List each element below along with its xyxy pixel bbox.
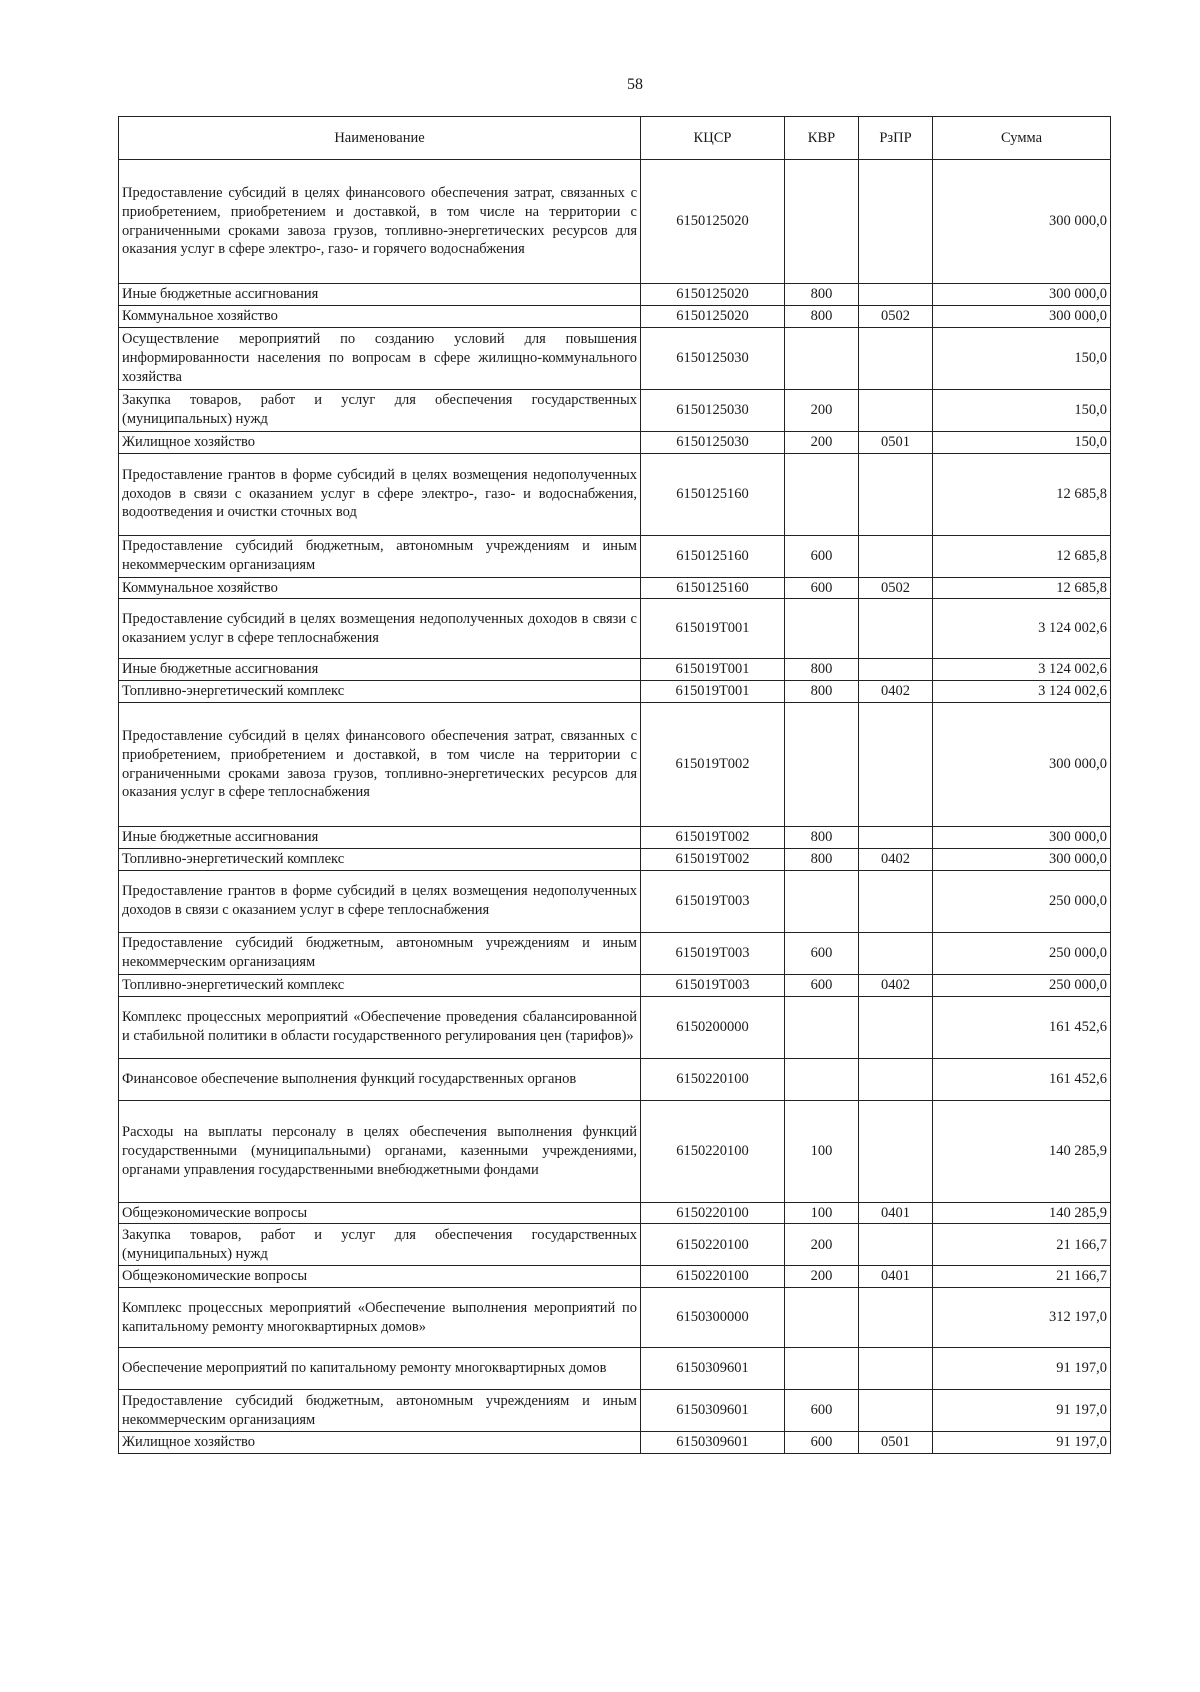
table-cell-kvr: 600 bbox=[785, 535, 859, 577]
table-cell-kcsr: 6150220100 bbox=[641, 1202, 785, 1224]
table-cell-name: Топливно-энергетический комплекс bbox=[119, 974, 641, 996]
table-cell-sum: 300 000,0 bbox=[933, 305, 1111, 327]
table-cell-name: Иные бюджетные ассигнования bbox=[119, 284, 641, 306]
table-row bbox=[119, 1224, 1111, 1266]
table-cell-rzpr bbox=[859, 535, 933, 577]
table-row bbox=[119, 431, 1111, 453]
table-cell-sum: 91 197,0 bbox=[933, 1432, 1111, 1454]
table-cell-sum: 300 000,0 bbox=[933, 284, 1111, 306]
table-cell-name: Закупка товаров, работ и услуг для обеспечения государственных (муниципальных) нужд bbox=[119, 389, 641, 431]
table-cell-name: Предоставление субсидий в целях финансового обеспечения затрат, связанных с приобретением, приобретением и доставкой, в том числе на территории с ограниченными сроками завоза грузов, топливно-энергетических ресурсов для оказания услуг в сфере теплоснабжения bbox=[119, 703, 641, 827]
table-cell-kcsr: 6150125160 bbox=[641, 535, 785, 577]
table-row bbox=[119, 327, 1111, 389]
table-cell-sum: 12 685,8 bbox=[933, 535, 1111, 577]
table-cell-kvr bbox=[785, 996, 859, 1058]
table-cell-rzpr bbox=[859, 1348, 933, 1390]
table-cell-rzpr: 0502 bbox=[859, 305, 933, 327]
table-row bbox=[119, 659, 1111, 681]
table-cell-rzpr: 0501 bbox=[859, 1432, 933, 1454]
table-cell-name: Обеспечение мероприятий по капитальному ремонту многоквартирных домов bbox=[119, 1348, 641, 1390]
table-row bbox=[119, 305, 1111, 327]
table-cell-rzpr bbox=[859, 996, 933, 1058]
table-cell-rzpr bbox=[859, 703, 933, 827]
table-cell-rzpr: 0501 bbox=[859, 431, 933, 453]
table-cell-sum: 150,0 bbox=[933, 431, 1111, 453]
table-cell-kcsr: 615019Т002 bbox=[641, 848, 785, 870]
table-row bbox=[119, 932, 1111, 974]
column-header-rzpr: РзПР bbox=[859, 117, 933, 160]
table-cell-rzpr bbox=[859, 1390, 933, 1432]
table-row bbox=[119, 389, 1111, 431]
table-cell-kvr bbox=[785, 1288, 859, 1348]
table-cell-sum: 150,0 bbox=[933, 389, 1111, 431]
table-row bbox=[119, 453, 1111, 535]
table-cell-name: Предоставление субсидий бюджетным, автономным учреждениям и иным некоммерческим организациям bbox=[119, 1390, 641, 1432]
table-cell-rzpr bbox=[859, 932, 933, 974]
table-cell-rzpr bbox=[859, 1058, 933, 1100]
table-cell-kcsr: 6150125020 bbox=[641, 160, 785, 284]
table-row bbox=[119, 1288, 1111, 1348]
table-cell-name: Жилищное хозяйство bbox=[119, 1432, 641, 1454]
table-cell-rzpr bbox=[859, 1288, 933, 1348]
table-cell-name: Осуществление мероприятий по созданию условий для повышения информированности населения по вопросам в сфере жилищно-коммунального хозяйства bbox=[119, 327, 641, 389]
table-cell-kvr bbox=[785, 703, 859, 827]
table-cell-kcsr: 6150125160 bbox=[641, 453, 785, 535]
table-cell-sum: 150,0 bbox=[933, 327, 1111, 389]
table-cell-rzpr bbox=[859, 389, 933, 431]
table-cell-kvr: 800 bbox=[785, 305, 859, 327]
table-cell-name: Предоставление грантов в форме субсидий в целях возмещения недополученных доходов в связи с оказанием услуг в сфере электро-, газо- и водоснабжения, водоотведения и очистки сточных вод bbox=[119, 453, 641, 535]
table-cell-rzpr: 0401 bbox=[859, 1202, 933, 1224]
table-cell-kcsr: 6150309601 bbox=[641, 1432, 785, 1454]
table-cell-sum: 250 000,0 bbox=[933, 974, 1111, 996]
table-cell-kcsr: 615019Т002 bbox=[641, 827, 785, 849]
table-cell-rzpr: 0402 bbox=[859, 848, 933, 870]
table-cell-kvr: 600 bbox=[785, 1432, 859, 1454]
table-cell-sum: 21 166,7 bbox=[933, 1224, 1111, 1266]
table-row bbox=[119, 848, 1111, 870]
table-cell-name: Предоставление субсидий в целях финансового обеспечения затрат, связанных с приобретением, приобретением и доставкой, в том числе на территории с ограниченными сроками завоза грузов, топливно-энергетических ресурсов для оказания услуг в сфере электро-, газо- и горячего водоснабжения bbox=[119, 160, 641, 284]
table-cell-rzpr: 0502 bbox=[859, 577, 933, 599]
table-row bbox=[119, 703, 1111, 827]
table-cell-kvr: 100 bbox=[785, 1100, 859, 1202]
table-cell-name: Топливно-энергетический комплекс bbox=[119, 681, 641, 703]
table-cell-sum: 312 197,0 bbox=[933, 1288, 1111, 1348]
table-cell-rzpr bbox=[859, 659, 933, 681]
table-cell-kcsr: 6150125030 bbox=[641, 431, 785, 453]
table-cell-kcsr: 6150125020 bbox=[641, 284, 785, 306]
table-row bbox=[119, 1432, 1111, 1454]
table-row bbox=[119, 870, 1111, 932]
table-cell-name: Предоставление грантов в форме субсидий в целях возмещения недополученных доходов в связи с оказанием услуг в сфере теплоснабжения bbox=[119, 870, 641, 932]
table-cell-kvr bbox=[785, 599, 859, 659]
table-row bbox=[119, 160, 1111, 284]
table-cell-sum: 140 285,9 bbox=[933, 1100, 1111, 1202]
table-cell-kvr bbox=[785, 453, 859, 535]
table-cell-kcsr: 615019Т003 bbox=[641, 870, 785, 932]
table-row bbox=[119, 827, 1111, 849]
table-cell-sum: 300 000,0 bbox=[933, 848, 1111, 870]
table-cell-kvr bbox=[785, 327, 859, 389]
table-cell-sum: 250 000,0 bbox=[933, 932, 1111, 974]
table-row bbox=[119, 681, 1111, 703]
table-row bbox=[119, 1390, 1111, 1432]
table-cell-kcsr: 6150220100 bbox=[641, 1100, 785, 1202]
table-cell-rzpr bbox=[859, 1224, 933, 1266]
table-row bbox=[119, 1100, 1111, 1202]
table-row bbox=[119, 996, 1111, 1058]
table-row bbox=[119, 1058, 1111, 1100]
table-cell-kcsr: 615019Т001 bbox=[641, 659, 785, 681]
table-cell-kcsr: 615019Т002 bbox=[641, 703, 785, 827]
table-cell-name: Финансовое обеспечение выполнения функций государственных органов bbox=[119, 1058, 641, 1100]
table-cell-kvr: 800 bbox=[785, 827, 859, 849]
table-cell-kcsr: 6150125030 bbox=[641, 389, 785, 431]
table-cell-kvr: 800 bbox=[785, 848, 859, 870]
table-cell-name: Комплекс процессных мероприятий «Обеспечение проведения сбалансированной и стабильной политики в области государственного регулирования цен (тарифов)» bbox=[119, 996, 641, 1058]
table-cell-sum: 3 124 002,6 bbox=[933, 599, 1111, 659]
table-cell-rzpr: 0401 bbox=[859, 1266, 933, 1288]
table-row bbox=[119, 974, 1111, 996]
table-cell-kvr: 600 bbox=[785, 932, 859, 974]
table-row bbox=[119, 535, 1111, 577]
table-cell-sum: 300 000,0 bbox=[933, 160, 1111, 284]
table-cell-kvr: 200 bbox=[785, 1224, 859, 1266]
table-cell-name: Предоставление субсидий бюджетным, автономным учреждениям и иным некоммерческим организациям bbox=[119, 932, 641, 974]
table-cell-kvr: 600 bbox=[785, 577, 859, 599]
table-cell-rzpr bbox=[859, 827, 933, 849]
table-cell-kcsr: 6150220100 bbox=[641, 1266, 785, 1288]
table-row bbox=[119, 1202, 1111, 1224]
table-cell-kvr: 800 bbox=[785, 659, 859, 681]
column-header-kcsr: КЦСР bbox=[641, 117, 785, 160]
table-cell-name: Общеэкономические вопросы bbox=[119, 1266, 641, 1288]
table-cell-kvr bbox=[785, 160, 859, 284]
table-cell-sum: 3 124 002,6 bbox=[933, 659, 1111, 681]
table-cell-sum: 161 452,6 bbox=[933, 1058, 1111, 1100]
table-cell-kcsr: 6150220100 bbox=[641, 1058, 785, 1100]
column-header-name: Наименование bbox=[119, 117, 641, 160]
table-cell-rzpr bbox=[859, 599, 933, 659]
table-cell-rzpr bbox=[859, 1100, 933, 1202]
table-row bbox=[119, 1266, 1111, 1288]
table-cell-name: Иные бюджетные ассигнования bbox=[119, 659, 641, 681]
table-cell-kcsr: 6150200000 bbox=[641, 996, 785, 1058]
column-header-sum: Сумма bbox=[933, 117, 1111, 160]
table-cell-kvr bbox=[785, 1058, 859, 1100]
table-row bbox=[119, 577, 1111, 599]
table-cell-kvr: 200 bbox=[785, 1266, 859, 1288]
table-cell-name: Топливно-энергетический комплекс bbox=[119, 848, 641, 870]
table-body bbox=[119, 160, 1111, 1454]
page-number: 58 bbox=[627, 76, 643, 93]
table-cell-sum: 91 197,0 bbox=[933, 1348, 1111, 1390]
table-cell-kvr: 200 bbox=[785, 389, 859, 431]
table-cell-kcsr: 615019Т001 bbox=[641, 599, 785, 659]
table-cell-kvr: 600 bbox=[785, 974, 859, 996]
table-cell-kcsr: 615019Т001 bbox=[641, 681, 785, 703]
table-cell-name: Коммунальное хозяйство bbox=[119, 305, 641, 327]
table-cell-sum: 91 197,0 bbox=[933, 1390, 1111, 1432]
table-cell-name: Закупка товаров, работ и услуг для обеспечения государственных (муниципальных) нужд bbox=[119, 1224, 641, 1266]
table-cell-kcsr: 6150125020 bbox=[641, 305, 785, 327]
table-header-row bbox=[119, 117, 1111, 160]
table-cell-name: Жилищное хозяйство bbox=[119, 431, 641, 453]
table-cell-name: Комплекс процессных мероприятий «Обеспечение выполнения мероприятий по капитальному ремонту многоквартирных домов» bbox=[119, 1288, 641, 1348]
table-cell-name: Общеэкономические вопросы bbox=[119, 1202, 641, 1224]
table-cell-kcsr: 615019Т003 bbox=[641, 974, 785, 996]
table-cell-kvr: 100 bbox=[785, 1202, 859, 1224]
table-cell-sum: 161 452,6 bbox=[933, 996, 1111, 1058]
table-cell-kcsr: 6150125030 bbox=[641, 327, 785, 389]
column-header-kvr: КВР bbox=[785, 117, 859, 160]
table-cell-sum: 3 124 002,6 bbox=[933, 681, 1111, 703]
table-cell-rzpr bbox=[859, 284, 933, 306]
table-cell-sum: 12 685,8 bbox=[933, 453, 1111, 535]
table-cell-kvr: 800 bbox=[785, 681, 859, 703]
table-cell-kvr: 600 bbox=[785, 1390, 859, 1432]
table-cell-rzpr bbox=[859, 453, 933, 535]
table-cell-name: Расходы на выплаты персоналу в целях обеспечения выполнения функций государственными (муниципальными) органами, казенными учреждениями, органами управления государственными внебюджетными фондами bbox=[119, 1100, 641, 1202]
table-cell-kcsr: 6150309601 bbox=[641, 1348, 785, 1390]
table-cell-kcsr: 615019Т003 bbox=[641, 932, 785, 974]
table-cell-kvr bbox=[785, 1348, 859, 1390]
table-cell-kvr bbox=[785, 870, 859, 932]
table-cell-sum: 250 000,0 bbox=[933, 870, 1111, 932]
table-cell-kcsr: 6150125160 bbox=[641, 577, 785, 599]
table-cell-name: Предоставление субсидий в целях возмещения недополученных доходов в связи с оказанием услуг в сфере теплоснабжения bbox=[119, 599, 641, 659]
table-cell-name: Коммунальное хозяйство bbox=[119, 577, 641, 599]
table-cell-rzpr: 0402 bbox=[859, 681, 933, 703]
table-row bbox=[119, 284, 1111, 306]
table-cell-kvr: 200 bbox=[785, 431, 859, 453]
table-cell-rzpr bbox=[859, 160, 933, 284]
budget-table bbox=[118, 116, 1111, 1454]
table-cell-kcsr: 6150220100 bbox=[641, 1224, 785, 1266]
table-cell-rzpr: 0402 bbox=[859, 974, 933, 996]
table-cell-sum: 140 285,9 bbox=[933, 1202, 1111, 1224]
table-row bbox=[119, 1348, 1111, 1390]
table-cell-kvr: 800 bbox=[785, 284, 859, 306]
table-cell-name: Предоставление субсидий бюджетным, автономным учреждениям и иным некоммерческим организациям bbox=[119, 535, 641, 577]
table-cell-sum: 21 166,7 bbox=[933, 1266, 1111, 1288]
table-cell-name: Иные бюджетные ассигнования bbox=[119, 827, 641, 849]
table-cell-sum: 12 685,8 bbox=[933, 577, 1111, 599]
table-cell-kcsr: 6150309601 bbox=[641, 1390, 785, 1432]
table-cell-kcsr: 6150300000 bbox=[641, 1288, 785, 1348]
table-cell-rzpr bbox=[859, 870, 933, 932]
table-cell-sum: 300 000,0 bbox=[933, 827, 1111, 849]
table-row bbox=[119, 599, 1111, 659]
table-cell-rzpr bbox=[859, 327, 933, 389]
table-cell-sum: 300 000,0 bbox=[933, 703, 1111, 827]
